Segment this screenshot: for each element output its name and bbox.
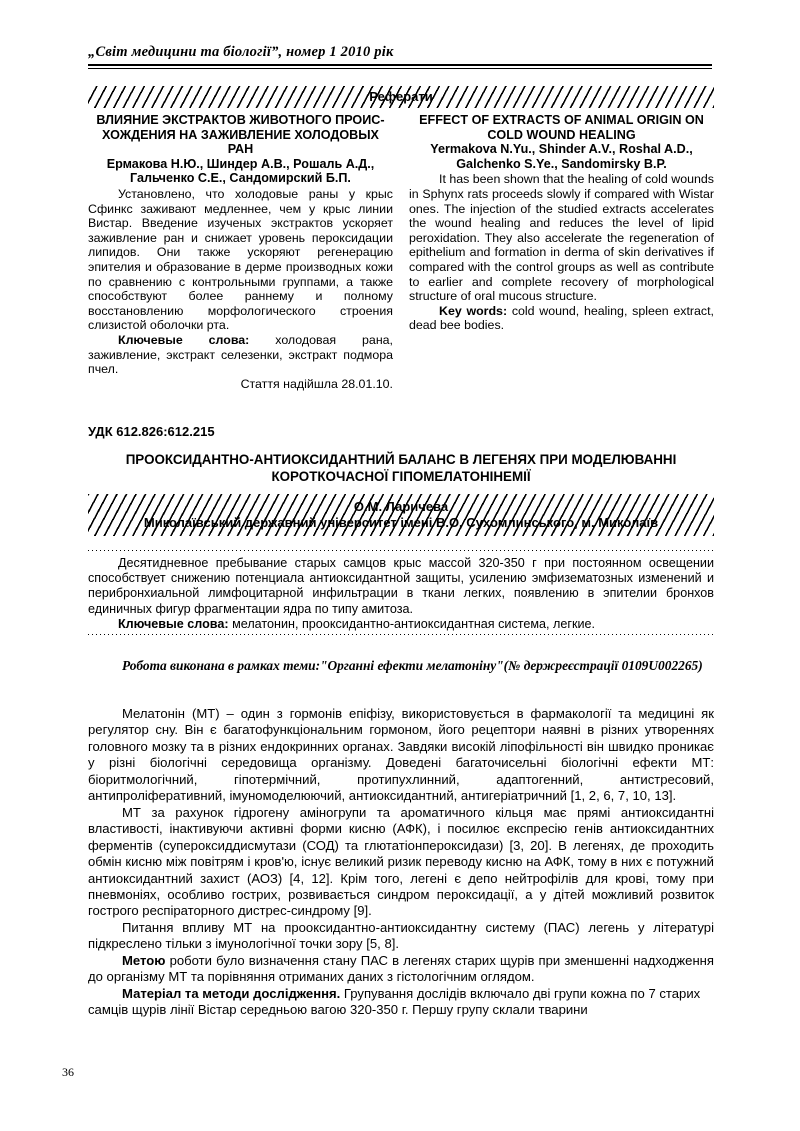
body-paragraph-text: МТ за рахунок гідрогену аміногрупи та ароматичного кільця має прямі антиоксидантні властивості, інактивуючи активні форми кисню (АФК), і посилює експресію генів антиоксидантних ферментів (супероксиддисмутази (СОД) та глютатіонпероксидази) [3, 20]. В легенях, де проходить обмін кисню між повітрям і кров'ю, існує великий ризик переводу кисню на АФК, тому в них є потужний антиоксидантний захист (АОЗ) [4, 12]. Крім того, легені є депо нейтрофілів для крові, тому при пневмоніях, особливо гострих, розвивається синдром пероксидації, а у дітей можливий розвиток гострого респіраторного дистрес-синдрому [9]. — [88, 804, 714, 919]
body-paragraph — [88, 986, 714, 1019]
article-author-band — [88, 494, 714, 536]
abstract-ru-body: Установлено, что холодовые раны у крыс Сфинкс заживают медленнее, чем у крыс линии Вистар. Введение изученых экстрактов ускоряет заживление ран и снижает уровень пероксидации липидов. Они также ускоряют регенерацию эпителия и образование в дерме производных кожи по сравнению с контрольными группами, а также способствуют более раннему и полному восстановлению морфологического строения слизистой оболочки рта. — [88, 186, 393, 333]
abstract-en-keywords — [409, 304, 714, 333]
abstract-en-body: It has been shown that the healing of cold wounds in Sphynx rats proceeds slowly if compared with Wistar ones. The injection of the studied extracts accelerates the wound healing and reduces the level of lipid peroxidation. They also accelerate the regeneration of epithelium and formation in derma of skin derivatives if compared with the control groups as well as contribute to earlier and complete recovery of morphological structure of oral mucous structure. — [409, 172, 714, 304]
abstract-ru-keywords-value: холодовая рана, заживление, экстракт селезенки, экстракт подмора пчел. — [88, 332, 393, 377]
section-band-referaty — [88, 86, 714, 108]
abstract-column-ru — [88, 113, 393, 391]
body-paragraph-text: Питання впливу МТ на прооксидантно-антиоксидантну систему (ПАС) легень у літературі підкреслено тільки з імунологічної точки зору [5, 8]. — [88, 919, 714, 952]
article-abstract-keywords — [88, 617, 714, 632]
article-title: ПРООКСИДАНТНО-АНТИОКСИДАНТНИЙ БАЛАНС В ЛЕГЕНЯХ ПРИ МОДЕЛЮВАННІ КОРОТКОЧАСНОЇ ГІПОМЕЛАТОНІНЕМІЇ — [125, 452, 677, 484]
body-paragraph-lead: Метою — [122, 952, 166, 968]
article-affiliation: Миколаївський державний університет імені В.О. Сухомлинського, м. Миколаїв — [143, 515, 659, 530]
article-keywords-label: Ключевые слова: — [118, 616, 229, 631]
body-paragraph — [88, 920, 714, 953]
body-paragraph — [88, 805, 714, 920]
funding-note: Робота виконана в рамках теми:"Органні ефекти мелатоніну"(№ держреєстрації 0109U002265) — [122, 658, 703, 673]
abstract-ru-keywords — [88, 333, 393, 377]
udc-code: УДК 612.826:612.215 — [88, 424, 215, 439]
abstract-en-keywords-label: Key words: — [439, 303, 508, 318]
body-paragraph — [88, 953, 714, 986]
abstract-column-en — [409, 113, 714, 391]
abstract-en-title: EFFECT OF EXTRACTS OF ANIMAL ORIGIN ON COLD WOUND HEALING — [419, 113, 704, 142]
article-author: О.М. Ларичева — [353, 499, 449, 514]
abstract-ru-authors: Ермакова Н.Ю., Шиндер А.В., Рошаль А.Д., Гальченко С.Е., Сандомирский Б.П. — [106, 156, 375, 186]
article-abstract — [88, 556, 714, 632]
abstract-en-keywords-value: cold wound, healing, spleen extract, dead bee bodies. — [409, 303, 714, 333]
header-rule — [88, 64, 712, 69]
abstract-ru-received: Стаття надійшла 28.01.10. — [240, 376, 393, 391]
abstract-columns — [88, 113, 714, 391]
abstract-ru-title: ВЛИЯНИЕ ЭКСТРАКТОВ ЖИВОТНОГО ПРОИС-ХОЖДЕНИЯ НА ЗАЖИВЛЕНИЕ ХОЛОДОВЫХ РАН — [96, 113, 385, 157]
body-paragraph-lead: Матеріал та методи дослідження. — [122, 985, 341, 1001]
article-keywords-value: мелатонин, прооксидантно-антиоксидантная система, легкие. — [228, 616, 596, 631]
running-head-text: „Світ медицини та біології”, номер 1 2010 рік — [88, 44, 394, 60]
running-head — [88, 44, 712, 69]
body-paragraph — [88, 706, 714, 805]
body-paragraph-text: Групування дослідів включало дві групи кожна по 7 старих самців щурів лінії Вістар середньою вагою 320-350 г. Першу групу склали тварини — [88, 985, 701, 1018]
abstract-dot-rule-bottom — [88, 634, 714, 635]
article-abstract-body: Десятидневное пребывание старых самцов крыс массой 320-350 г при постоянном освещении способствует снижению потенциала антиоксидантной защиты, усилению эмфизематозных изменений и перибронхиальной лимфоцитарной инфильтрации в ткани легких, появлению в эпителии бронхов единичных фигур фрагментации ядра по типу амитоза. — [88, 556, 714, 616]
body-paragraph-text: Мелатонін (МТ) – один з гормонів епіфізу, використовується в фармакології та медицині як регулятор сну. Він є багатофункціональним гормоном, його рецептори наявні в різних утвореннях головного мозку та в різних ендокринних органах. Завдяки високій ліпофільності він швидко проникає у різні біологічні середовища організму. Доведені багаточисельні біологічні ефекти МТ: біоритмологічний, гіпотермічний, протипухлинний, адаптогенний, антистресовий, антипроліферативний, імуномоделюючий, антиоксидантний, антигеріатричний [1, 2, 6, 7, 10, 13]. — [88, 706, 714, 804]
body-paragraph-text: роботи було визначення стану ПАС в легенях старих щурів при зменшенні надходження до організму МТ та порівняння отриманих даних з гістологічним оглядом. — [88, 952, 714, 985]
page-number: 36 — [62, 1065, 74, 1079]
article-body — [88, 706, 714, 1019]
section-band-label: Реферати — [369, 89, 433, 104]
abstract-en-authors: Yermakova N.Yu., Shinder A.V., Roshal A.D., Galchenko S.Ye., Sandomirsky B.P. — [430, 142, 693, 171]
abstract-ru-keywords-label: Ключевые слова: — [118, 332, 250, 347]
abstract-dot-rule-top — [88, 550, 714, 551]
